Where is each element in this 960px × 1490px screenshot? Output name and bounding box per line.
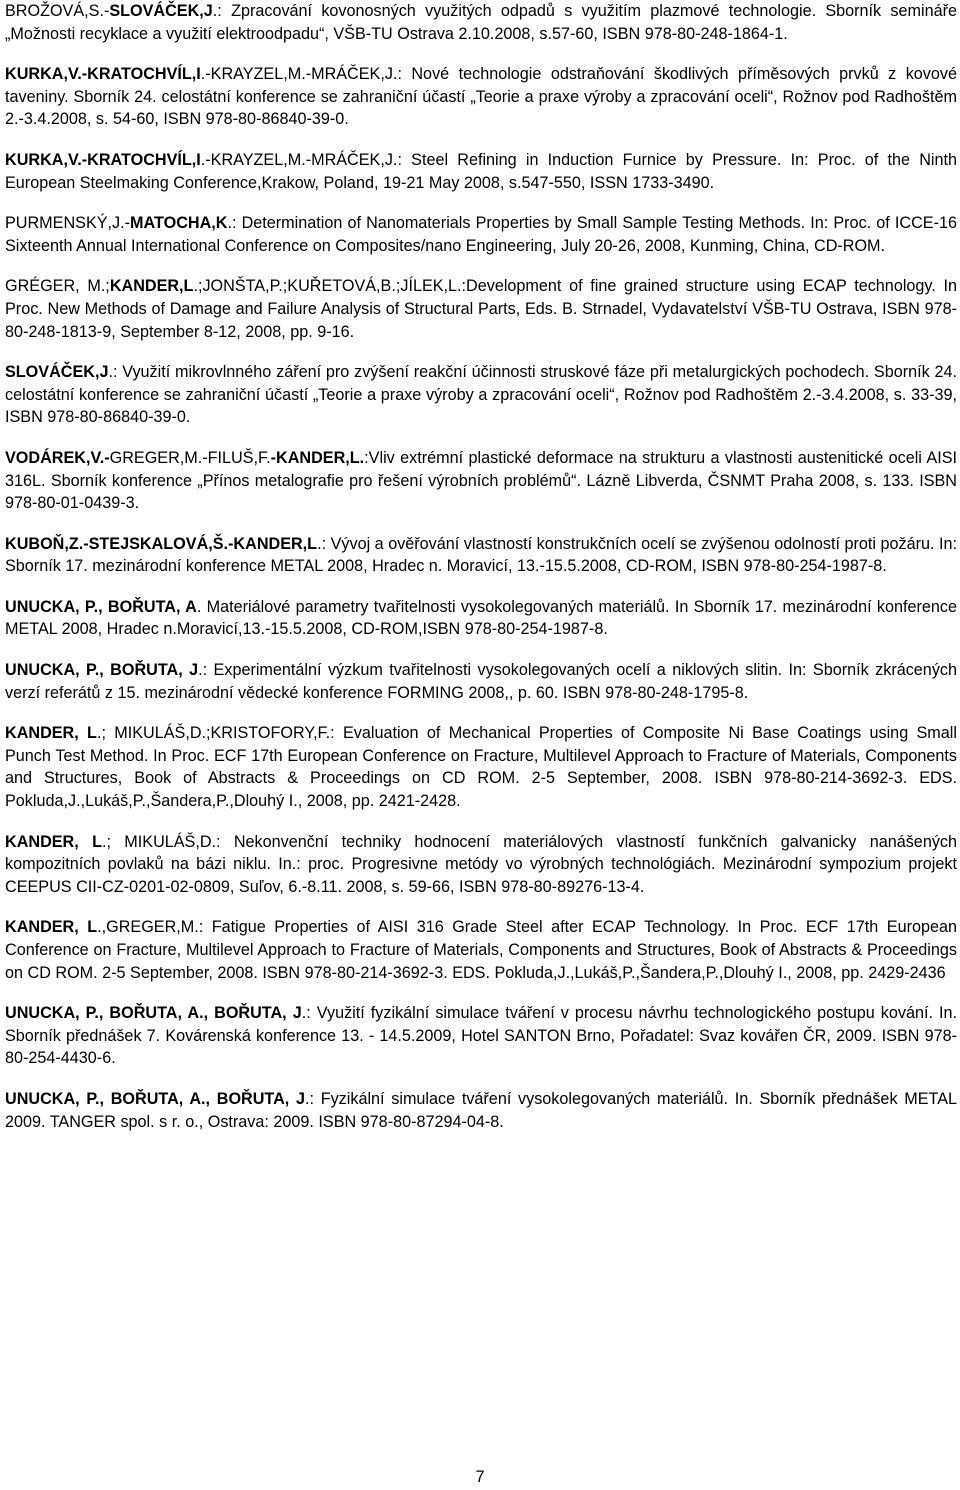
reference-text: . Materiálové parametry tvařitelnosti vysokolegovaných materiálů. In Sborník 17. mezinárodní konference METAL 2008, Hradec n.Moravicí,13.-15.5.2008, CD-ROM,ISBN 978-80-254-1987-8. xyxy=(5,597,957,639)
reference-text: .: Využití fyzikální simulace tváření v procesu návrhu technologického postupu kování. In. Sborník přednášek 7. Kovárenská konference 13. - 14.5.2009, Hotel SANTON Brno, Pořadatel: Svaz kovářen ČR, 2009. ISBN 978-80-254-4430-6. xyxy=(5,1004,958,1068)
author-name: .-KRAYZEL,M.-MRÁČEK,J. xyxy=(200,150,398,169)
author-highlighted: KURKA,V.-KRATOCHVÍL,I xyxy=(5,150,201,169)
author-highlighted: UNUCKA, P., BOŘUTA, J xyxy=(5,661,199,680)
reference-text: : Fatigue Properties of AISI 316 Grade Steel after ECAP Technology. In Proc. ECF 17th European Conference on Fracture, Multilevel Approach to Fracture of Materials, Components and Structures, Book of Abstracts & Proceedings on CD ROM. 2-5 September, 2008. ISBN 978-80-214-3692-3. EDS. Pokluda,J.,Lukáš,P.,Šandera,P.,Dlouhý I., 2008, pp. 2429-2436 xyxy=(5,918,957,982)
reference-entry xyxy=(5,212,957,257)
author-highlighted: VODÁREK,V.- xyxy=(5,448,110,467)
reference-entry xyxy=(5,63,957,131)
reference-text: : Nové technologie odstraňování škodlivých příměsových prvků z kovové taveniny. Sborník 24. celostátní konference se zahraniční účastí „Teorie a praxe výroby a zpracování oceli“, Rožnov pod Radhoštěm 2.-3.4.2008, s. 54-60, ISBN 978-80-86840-39-0. xyxy=(5,65,957,129)
reference-entry xyxy=(5,447,957,515)
reference-entry xyxy=(5,149,957,194)
reference-text: .: Využití mikrovlnného záření pro zvýšení reakční účinnosti struskové fáze při metalurgických pochodech. Sborník 24. celostátní konference se zahraniční účastí „Teorie a praxe výroby a zpracování oceli“, Rožnov pod Radhoštěm 2.-3.4.2008, s. 33-39, ISBN 978-80-86840-39-0. xyxy=(5,363,957,427)
reference-text: : Evaluation of Mechanical Properties of Composite Ni Base Coatings using Small Punch Test Method. In Proc. ECF 17th European Conference on Fracture, Multilevel Approach to Fracture of Materials, Components and Structures, Book of Abstracts & Proceedings on CD ROM. 2-5 September, 2008. ISBN 978-80-214-3692-3. EDS. Pokluda,J.,Lukáš,P.,Šandera,P.,Dlouhý I., 2008, pp. 2421-2428. xyxy=(5,724,957,811)
reference-text: .: Determination of Nanomaterials Properties by Small Sample Testing Methods. In: Proc. of ICCE-16 Sixteenth Annual International Conference on Composites/nano Engineering, July 20-26, 2008, Kunming, China, CD-ROM. xyxy=(5,214,957,255)
reference-text: .: Vývoj a ověřování vlastností konstrukčních ocelí se zvýšenou odolností proti požáru. In: Sborník 17. mezinárodní konference METAL 2008, Hradec n. Moravicí, 13.-15.5.2008, CD-ROM, ISBN 978-80-254-1987-8. xyxy=(5,534,957,576)
reference-entry xyxy=(5,722,957,812)
reference-entry xyxy=(5,596,957,641)
author-name: BROŽOVÁ,S.- xyxy=(5,2,110,20)
reference-entry xyxy=(5,533,957,578)
author-name: .; MIKULÁŠ,D. xyxy=(101,832,217,851)
author-highlighted: UNUCKA, P., BOŘUTA, A., BOŘUTA, J xyxy=(5,1089,305,1108)
reference-text: .: Fyzikální simulace tváření vysokolegovaných materiálů. In. Sborník přednášek METAL 2009. TANGER spol. s r. o., Ostrava: 2009. ISBN 978-80-87294-04-8. xyxy=(5,1089,957,1131)
author-name: .-KRAYZEL,M.-MRÁČEK,J. xyxy=(200,65,398,84)
author-highlighted: UNUCKA, P., BOŘUTA, A xyxy=(5,597,197,616)
reference-entry xyxy=(5,916,957,984)
author-name: GREGER,M.-FILUŠ,F. xyxy=(109,448,271,467)
reference-entry xyxy=(5,275,957,343)
author-highlighted: MATOCHA,K xyxy=(130,214,228,233)
reference-text: :Development of fine grained structure using ECAP technology. In Proc. New Methods of Damage and Failure Analysis of Structural Parts, Eds. B. Strnadel, Vydavatelství VŠB-TU Ostrava, ISBN 978-80-248-1813-9, September 8-12, 2008, pp. 9-16. xyxy=(5,277,957,341)
author-highlighted: KUBOŇ,Z.-STEJSKALOVÁ,Š.-KANDER,L xyxy=(5,534,318,553)
reference-list xyxy=(5,0,957,1151)
author-name: .,GREGER,M. xyxy=(97,918,199,937)
author-highlighted: KANDER,L xyxy=(109,277,194,296)
author-highlighted: KURKA,V.-KRATOCHVÍL,I xyxy=(5,65,201,84)
reference-entry xyxy=(5,0,957,45)
reference-text: .: Zpracování kovonosných využitých odpadů s využitím plazmové technologie. Sborník semináře „Možnosti recyklace a využití elektroodpadu“, VŠB-TU Ostrava 2.10.2008, s.57-60, ISBN 978-80-248-1864-1. xyxy=(5,2,957,43)
reference-entry xyxy=(5,1002,957,1070)
reference-entry xyxy=(5,361,957,429)
author-highlighted: UNUCKA, P., BOŘUTA, A., BOŘUTA, J xyxy=(5,1004,302,1023)
author-highlighted: KANDER, L xyxy=(5,724,97,743)
author-highlighted: SLOVÁČEK,J xyxy=(109,2,213,20)
author-highlighted: KANDER, L xyxy=(5,918,98,937)
reference-text: : Nekonvenční techniky hodnocení materiálových vlastností funkčních galvanicky nanášených kompozitních povlaků na bázi niklu. In.: proc. Progresivne metódy vo výrobných technológiách. Mezinárodní sympozium projekt CEEPUS CII-CZ-0201-02-0809, Suľov, 6.-8.11. 2008, s. 59-66, ISBN 978-80-89276-13-4. xyxy=(5,832,958,896)
author-name: GRÉGER, M.; xyxy=(5,277,110,296)
author-name: .;JONŠTA,P.;KUŘETOVÁ,B.;JÍLEK,L. xyxy=(193,277,462,296)
reference-entry xyxy=(5,659,957,704)
author-highlighted: KANDER, L xyxy=(5,832,102,851)
author-highlighted: SLOVÁČEK,J xyxy=(5,363,109,382)
reference-entry xyxy=(5,1088,957,1133)
author-name: .; MIKULÁŠ,D.;KRISTOFORY,F. xyxy=(96,724,331,743)
author-highlighted: -KANDER,L. xyxy=(270,448,365,467)
reference-text: .: Experimentální výzkum tvařitelnosti vysokolegovaných ocelí a niklových slitin. In: Sborník zkrácených verzí referátů z 15. mezinárodní vědecké konference FORMING 2008,, p. 60. ISBN 978-80-248-1795-8. xyxy=(5,661,958,702)
author-name: PURMENSKÝ,J.- xyxy=(5,214,131,233)
page-number: 7 xyxy=(475,1468,485,1486)
reference-text: :Vliv extrémní plastické deformace na strukturu a vlastnosti austenitické oceli AISI 316L. Sborník konference „Přínos metalografie pro řešení výrobních problémů“. Lázně Libverda, ČSNMT Praha 2008, s. 133. ISBN 978-80-01-0439-3. xyxy=(5,448,957,513)
reference-entry xyxy=(5,831,957,899)
reference-text: : Steel Refining in Induction Furnice by Pressure. In: Proc. of the Ninth European Steelmaking Conference,Krakow, Poland, 19-21 May 2008, s.547-550, ISSN 1733-3490. xyxy=(5,150,957,192)
